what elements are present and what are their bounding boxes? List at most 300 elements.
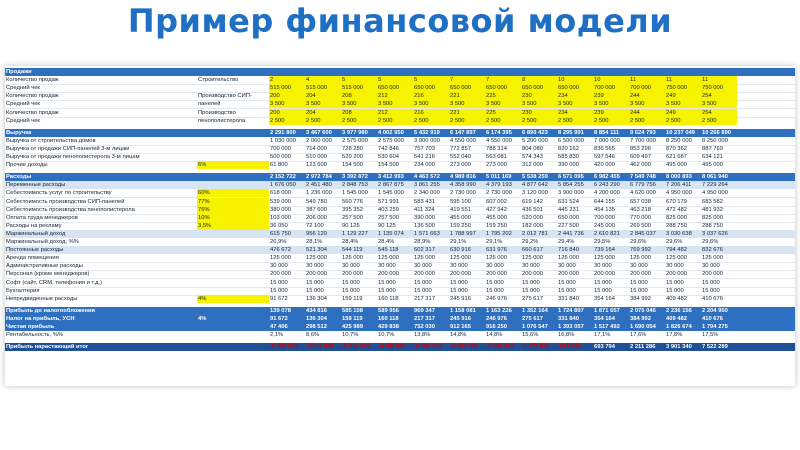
value-cell[interactable]: 30 000 [450, 263, 468, 270]
value-cell[interactable]: 3 392 872 [342, 174, 368, 181]
value-cell[interactable]: 1 788 997 [450, 230, 476, 237]
row-parameter[interactable] [197, 343, 269, 351]
value-cell[interactable]: 30 000 [270, 263, 288, 270]
value-cell[interactable]: 693 794 [594, 344, 615, 351]
value-cell[interactable]: 683 582 [702, 198, 723, 205]
row-label[interactable]: Количество продаж [6, 77, 59, 84]
value-cell[interactable]: 618 000 [270, 190, 291, 197]
value-cell[interactable]: 15 000 [666, 279, 684, 286]
row-label[interactable]: Переменные расходы [6, 182, 66, 189]
value-cell[interactable]: 1 794 275 [702, 324, 728, 330]
value-cell[interactable]: 136 304 [306, 315, 327, 322]
value-cell[interactable]: 836 565 [594, 145, 615, 152]
value-cell[interactable]: 390 000 [558, 162, 579, 169]
value-cell[interactable]: 916 250 [486, 324, 507, 330]
value-cell[interactable]: 47 406 [270, 324, 288, 330]
value-cell[interactable]: 6 779 756 [630, 182, 656, 189]
value-cell[interactable]: 125 000 [378, 255, 399, 262]
row-label[interactable]: Выручка от продажи пенополистерола 3-м лицам [6, 154, 140, 160]
value-cell[interactable]: 8 [521, 76, 557, 84]
value-cell[interactable]: 30 000 [666, 263, 684, 270]
value-cell[interactable]: 4 200 000 [594, 190, 620, 197]
value-cell[interactable]: 3 500 [593, 100, 629, 108]
value-cell[interactable]: 159 250 [486, 222, 507, 229]
value-cell[interactable]: 794 482 [666, 247, 687, 254]
value-cell[interactable]: 520 200 [342, 154, 363, 160]
value-cell[interactable] [557, 68, 593, 76]
value-cell[interactable]: 728 280 [342, 145, 363, 152]
value-cell[interactable]: 757 703 [414, 145, 435, 152]
value-cell[interactable]: 3 500 [413, 100, 449, 108]
value-cell[interactable]: 154 500 [342, 162, 363, 169]
value-cell[interactable]: 1 393 057 [558, 324, 584, 330]
value-cell[interactable]: 716 840 [558, 247, 579, 254]
row-label[interactable]: Постоянные расходы [6, 247, 64, 254]
row-parameter[interactable]: пенополистерола [198, 117, 246, 124]
value-cell[interactable]: 583 431 [414, 198, 435, 205]
value-cell[interactable]: 28,9% [414, 239, 431, 245]
value-cell[interactable]: 3 500 [269, 100, 305, 108]
value-cell[interactable]: 1 129 227 [342, 230, 368, 237]
value-cell[interactable]: 15 000 [450, 279, 468, 286]
row-label[interactable]: Прибыль до налогообложения [6, 307, 95, 314]
value-cell[interactable]: 15 000 [594, 287, 612, 294]
value-cell[interactable]: 544 119 [342, 247, 363, 254]
value-cell[interactable]: 15 000 [558, 279, 576, 286]
value-cell[interactable]: 380 000 [270, 206, 291, 213]
value-cell[interactable]: 125 000 [306, 255, 327, 262]
value-cell[interactable]: 956 120 [306, 230, 327, 237]
value-cell[interactable]: 125 000 [342, 255, 363, 262]
value-cell[interactable] [305, 68, 341, 76]
value-cell[interactable]: 631 524 [558, 198, 579, 205]
value-cell[interactable]: 7 522 289 [702, 344, 728, 351]
value-cell[interactable]: 72 100 [306, 222, 324, 229]
value-cell[interactable]: 29,5% [594, 239, 611, 245]
value-cell[interactable]: 4 877 642 [522, 182, 548, 189]
value-cell[interactable]: 619 142 [522, 198, 543, 205]
value-cell[interactable]: 788 314 [486, 145, 507, 152]
value-cell[interactable]: 14,8% [450, 332, 467, 339]
value-cell[interactable]: 221 [449, 109, 485, 117]
row-label[interactable]: Прочие доходы [6, 162, 48, 169]
value-cell[interactable]: 670 179 [666, 198, 687, 205]
value-cell[interactable]: 621 687 [666, 154, 687, 160]
value-cell[interactable]: 644 155 [594, 198, 615, 205]
value-cell[interactable]: 10,7% [378, 332, 395, 339]
value-cell[interactable]: 288 750 [702, 222, 723, 229]
value-cell[interactable]: 200 000 [450, 271, 471, 278]
row-parameter[interactable]: Производство СИП- [198, 93, 252, 100]
row-label[interactable]: Количество продаж [6, 93, 59, 100]
row-label[interactable]: Непредвиденные расходы [6, 295, 78, 302]
value-cell[interactable]: -3 604 225 [450, 344, 478, 351]
value-cell[interactable]: 6 982 455 [594, 174, 620, 181]
row-parameter[interactable]: панелей [198, 101, 221, 108]
value-cell[interactable]: -4 356 255 [414, 344, 442, 351]
value-cell[interactable]: 200 000 [630, 271, 651, 278]
value-cell[interactable]: 160 118 [378, 315, 399, 322]
value-cell[interactable] [485, 68, 521, 76]
value-cell[interactable]: 11 [665, 76, 701, 84]
value-cell[interactable]: 387 600 [306, 206, 327, 213]
value-cell[interactable]: 3 861 255 [414, 182, 440, 189]
value-cell[interactable]: 615 750 [270, 230, 291, 237]
value-cell[interactable]: 597 546 [594, 154, 615, 160]
value-cell[interactable]: 154 500 [378, 162, 399, 169]
value-cell[interactable]: 434 816 [306, 307, 327, 314]
value-cell[interactable]: 7 700 000 [630, 137, 656, 144]
row-label[interactable]: Маржинальный доход [6, 230, 66, 237]
value-cell[interactable]: 182 000 [522, 222, 543, 229]
value-cell[interactable]: 3 500 [521, 100, 557, 108]
value-cell[interactable]: 2 730 000 [486, 190, 512, 197]
value-cell[interactable]: 3 467 600 [306, 129, 332, 136]
value-cell[interactable]: 216 [413, 109, 449, 117]
value-cell[interactable]: 28,4% [342, 239, 359, 245]
value-cell[interactable]: 15 000 [702, 287, 720, 294]
row-parameter[interactable] [197, 153, 269, 161]
value-cell[interactable]: 244 [629, 92, 665, 100]
value-cell[interactable]: 245 000 [594, 222, 615, 229]
value-cell[interactable]: 30 000 [594, 263, 612, 270]
value-cell[interactable]: 384 992 [630, 315, 651, 322]
value-cell[interactable] [701, 68, 737, 76]
value-cell[interactable]: 11 [629, 76, 665, 84]
row-label[interactable]: Средний чек [6, 117, 40, 124]
value-cell[interactable]: 29,6% [666, 239, 683, 245]
value-cell[interactable]: 2 451 480 [306, 182, 332, 189]
value-cell[interactable]: 650 000 [521, 84, 557, 92]
value-cell[interactable]: 1 545 000 [342, 190, 368, 197]
value-cell[interactable]: 8 000 893 [666, 174, 692, 181]
row-parameter[interactable] [197, 84, 269, 92]
value-cell[interactable]: 650 000 [558, 214, 579, 221]
value-cell[interactable]: 552 040 [450, 154, 471, 160]
value-cell[interactable]: 7 [485, 76, 521, 84]
value-cell[interactable]: 28,1% [306, 239, 323, 245]
value-cell[interactable]: 30 000 [486, 263, 504, 270]
value-cell[interactable]: 2 211 286 [630, 344, 656, 351]
value-cell[interactable]: 15 000 [342, 287, 360, 294]
value-cell[interactable]: 3 500 [665, 100, 701, 108]
value-cell[interactable] [665, 68, 701, 76]
row-label[interactable]: Расходы [6, 174, 32, 181]
value-cell[interactable]: 2 500 [557, 117, 593, 125]
value-cell[interactable]: 2 500 [665, 117, 701, 125]
value-cell[interactable]: 472 482 [666, 206, 687, 213]
value-cell[interactable]: 234 [557, 92, 593, 100]
value-cell[interactable]: 3 500 [341, 100, 377, 108]
value-cell[interactable]: 206 000 [306, 214, 327, 221]
value-cell[interactable]: 3 500 [305, 100, 341, 108]
value-cell[interactable]: 650 000 [413, 84, 449, 92]
value-cell[interactable]: 969 347 [414, 307, 435, 314]
value-cell[interactable]: 103 000 [270, 214, 291, 221]
value-cell[interactable]: 125 000 [558, 255, 579, 262]
value-cell[interactable]: 200 000 [342, 271, 363, 278]
value-cell[interactable]: 395 352 [342, 206, 363, 213]
value-cell[interactable]: 159 250 [450, 222, 471, 229]
value-cell[interactable]: 1 795 202 [486, 230, 512, 237]
value-cell[interactable]: 29,6% [702, 239, 719, 245]
value-cell[interactable]: 560 776 [342, 198, 363, 205]
value-cell[interactable]: 495 000 [666, 162, 687, 169]
value-cell[interactable]: 221 [449, 92, 485, 100]
value-cell[interactable]: 742 846 [378, 145, 399, 152]
value-cell[interactable]: 254 [701, 92, 737, 100]
row-label[interactable]: Выручка [6, 129, 32, 136]
value-cell[interactable]: -2 692 060 [486, 344, 514, 351]
row-parameter[interactable]: Строительство [198, 77, 239, 84]
value-cell[interactable]: 4 950 000 [702, 190, 728, 197]
value-cell[interactable]: 288 750 [666, 222, 687, 229]
row-label[interactable]: Административные расходы [6, 263, 83, 270]
value-cell[interactable]: 15 000 [522, 287, 540, 294]
value-cell[interactable]: 2 500 [629, 117, 665, 125]
value-cell[interactable]: 419 551 [450, 206, 471, 213]
value-cell[interactable]: 521 304 [306, 247, 327, 254]
value-cell[interactable]: 234 [557, 109, 593, 117]
value-cell[interactable]: 200 [269, 92, 305, 100]
row-label[interactable]: Продажи [6, 69, 32, 75]
row-label[interactable]: Себестоимость производства пенополистерола [6, 206, 135, 213]
value-cell[interactable]: 26,9% [270, 239, 287, 245]
value-cell[interactable]: 5 [413, 76, 449, 84]
value-cell[interactable]: 700 000 [594, 214, 615, 221]
row-label[interactable]: Себестоимость производства СИП-панелей [6, 198, 125, 205]
row-label[interactable]: Прибыль нарастающий итог [6, 344, 89, 351]
value-cell[interactable]: 245 916 [450, 295, 471, 302]
value-cell[interactable]: 436 501 [522, 206, 543, 213]
value-cell[interactable]: 3 030 638 [666, 230, 692, 237]
value-cell[interactable]: 1 076 547 [522, 324, 548, 330]
value-cell[interactable]: 825 000 [702, 214, 723, 221]
value-cell[interactable]: 298 512 [306, 324, 327, 330]
value-cell[interactable]: -5 510 594 [306, 344, 334, 351]
value-cell[interactable]: 15 000 [270, 287, 288, 294]
value-cell[interactable]: 5 011 169 [486, 174, 512, 181]
value-cell[interactable]: 200 000 [522, 271, 543, 278]
value-cell[interactable]: 2 730 000 [450, 190, 476, 197]
row-label[interactable]: Количество продаж [6, 109, 59, 116]
value-cell[interactable]: 2 500 [413, 117, 449, 125]
value-cell[interactable]: 200 [269, 109, 305, 117]
value-cell[interactable]: 1 158 081 [450, 307, 476, 314]
value-cell[interactable] [629, 68, 665, 76]
value-cell[interactable]: 17,6% [630, 332, 647, 339]
value-cell[interactable]: 28,4% [378, 239, 395, 245]
value-cell[interactable]: 3 500 [629, 100, 665, 108]
value-cell[interactable]: 15 000 [306, 287, 324, 294]
value-cell[interactable]: 200 000 [486, 271, 507, 278]
value-cell[interactable]: 5 [341, 76, 377, 84]
value-cell[interactable]: 4 [305, 76, 341, 84]
value-cell[interactable]: 739 164 [594, 247, 615, 254]
value-cell[interactable]: -5 558 000 [270, 344, 298, 351]
value-cell[interactable]: 8 250 000 [666, 137, 692, 144]
row-parameter[interactable] [197, 279, 269, 287]
value-cell[interactable]: 832 676 [702, 247, 723, 254]
value-cell[interactable]: 887 769 [702, 145, 723, 152]
value-cell[interactable]: 2 500 [305, 117, 341, 125]
row-parameter[interactable]: 60% [197, 189, 269, 197]
value-cell[interactable]: 5 200 000 [522, 137, 548, 144]
value-cell[interactable]: 257 500 [378, 214, 399, 221]
value-cell[interactable]: 1 517 492 [594, 324, 620, 330]
value-cell[interactable]: 125 000 [486, 255, 507, 262]
value-cell[interactable]: 225 [485, 92, 521, 100]
value-cell[interactable]: 3 412 993 [378, 174, 404, 181]
value-cell[interactable]: 5 [377, 76, 413, 84]
value-cell[interactable]: 125 000 [414, 255, 435, 262]
value-cell[interactable]: 139 078 [270, 307, 291, 314]
value-cell[interactable]: 15 000 [450, 287, 468, 294]
value-cell[interactable]: 29,4% [558, 239, 575, 245]
value-cell[interactable]: 2 867 875 [378, 182, 404, 189]
value-cell[interactable]: 7 229 264 [702, 182, 728, 189]
value-cell[interactable]: 254 [701, 109, 737, 117]
value-cell[interactable]: 545 118 [378, 247, 399, 254]
value-cell[interactable]: 500 000 [270, 154, 291, 160]
value-cell[interactable]: 2 060 000 [306, 137, 332, 144]
value-cell[interactable]: 4 989 816 [450, 174, 476, 181]
value-cell[interactable]: 5 538 259 [522, 174, 548, 181]
value-cell[interactable]: 331 840 [558, 295, 579, 302]
value-cell[interactable]: 2 500 [269, 117, 305, 125]
value-cell[interactable]: 15 000 [486, 287, 504, 294]
value-cell[interactable]: 750 000 [701, 84, 737, 92]
value-cell[interactable]: 390 000 [414, 214, 435, 221]
value-cell[interactable]: 3 500 [377, 100, 413, 108]
value-cell[interactable]: 273 000 [486, 162, 507, 169]
value-cell[interactable]: 1 236 000 [306, 190, 332, 197]
value-cell[interactable]: 4 358 990 [450, 182, 476, 189]
value-cell[interactable]: 4 550 000 [486, 137, 512, 144]
row-label[interactable]: Средний чек [6, 85, 40, 92]
value-cell[interactable]: 17,1% [594, 332, 611, 339]
value-cell[interactable]: 455 000 [450, 214, 471, 221]
value-cell[interactable]: 634 121 [702, 154, 723, 160]
value-cell[interactable]: 650 000 [377, 84, 413, 92]
value-cell[interactable]: 585 830 [558, 154, 579, 160]
value-cell[interactable]: 1 352 164 [522, 307, 548, 314]
value-cell[interactable]: 7 549 748 [630, 174, 656, 181]
row-parameter[interactable]: 10% [197, 214, 269, 222]
value-cell[interactable]: 445 231 [558, 206, 579, 213]
value-cell[interactable]: 9 624 793 [630, 129, 656, 136]
row-parameter[interactable] [197, 129, 269, 137]
value-cell[interactable]: 2 500 [593, 117, 629, 125]
value-cell[interactable]: 595 100 [450, 198, 471, 205]
value-cell[interactable]: 8 854 111 [594, 129, 620, 136]
value-cell[interactable]: 5 432 919 [414, 129, 440, 136]
value-cell[interactable]: 700 000 [593, 84, 629, 92]
value-cell[interactable]: 125 000 [522, 255, 543, 262]
value-cell[interactable]: 246 976 [486, 295, 507, 302]
value-cell[interactable]: 1 826 674 [666, 324, 692, 330]
value-cell[interactable]: 17,8% [666, 332, 683, 339]
value-cell[interactable]: 15 000 [342, 279, 360, 286]
value-cell[interactable]: 2 500 [485, 117, 521, 125]
row-parameter[interactable] [197, 246, 269, 254]
value-cell[interactable]: 5 854 255 [558, 182, 584, 189]
row-parameter[interactable] [197, 331, 269, 339]
value-cell[interactable]: 515 000 [269, 84, 305, 92]
row-label[interactable]: Бухгалтерия [6, 287, 40, 294]
value-cell[interactable]: 1 871 657 [594, 307, 620, 314]
value-cell[interactable]: 125 000 [270, 255, 291, 262]
value-cell[interactable]: 136 304 [306, 295, 327, 302]
value-cell[interactable]: 6 500 000 [558, 137, 584, 144]
value-cell[interactable]: 204 [305, 92, 341, 100]
value-cell[interactable]: 234 000 [414, 162, 435, 169]
row-parameter[interactable] [197, 323, 269, 331]
row-label[interactable]: Персонал (кроме менеджеров) [6, 271, 90, 278]
value-cell[interactable]: 4 002 950 [378, 129, 404, 136]
value-cell[interactable]: 275 617 [522, 295, 543, 302]
value-cell[interactable]: 249 [665, 109, 701, 117]
value-cell[interactable]: 10 237 049 [666, 129, 696, 136]
value-cell[interactable]: 212 [377, 109, 413, 117]
value-cell[interactable]: 2 500 [341, 117, 377, 125]
value-cell[interactable]: 410 676 [702, 315, 723, 322]
value-cell[interactable]: 29,6% [630, 239, 647, 245]
row-label[interactable]: Выручка от продажи СИП-панелей 3-м лицам [6, 145, 130, 152]
value-cell[interactable]: 607 002 [486, 198, 507, 205]
value-cell[interactable]: 476 672 [270, 247, 291, 254]
value-cell[interactable]: 481 932 [702, 206, 723, 213]
value-cell[interactable]: 125 000 [666, 255, 687, 262]
value-cell[interactable]: 820 162 [558, 145, 579, 152]
value-cell[interactable]: 660 617 [522, 247, 543, 254]
value-cell[interactable]: 630 916 [450, 247, 471, 254]
value-cell[interactable]: 409 482 [666, 295, 687, 302]
value-cell[interactable]: 410 676 [702, 295, 723, 302]
value-cell[interactable] [593, 68, 629, 76]
value-cell[interactable]: 530 604 [378, 154, 399, 160]
row-parameter[interactable]: 3,5% [197, 222, 269, 230]
row-label[interactable]: Аренда помещения [6, 255, 59, 262]
value-cell[interactable]: 7 [449, 76, 485, 84]
value-cell[interactable]: 29,1% [486, 239, 503, 245]
value-cell[interactable]: 853 296 [630, 145, 651, 152]
value-cell[interactable]: 30 000 [378, 263, 396, 270]
value-cell[interactable]: 225 [485, 109, 521, 117]
value-cell[interactable]: 15 000 [666, 287, 684, 294]
value-cell[interactable]: 657 038 [630, 198, 651, 205]
value-cell[interactable]: 650 000 [485, 84, 521, 92]
value-cell[interactable]: 208 [341, 92, 377, 100]
value-cell[interactable]: 3 900 000 [558, 190, 584, 197]
value-cell[interactable]: 1 030 000 [270, 137, 296, 144]
value-cell[interactable]: 4 950 000 [666, 190, 692, 197]
value-cell[interactable]: 15 000 [558, 287, 576, 294]
value-cell[interactable]: 354 164 [594, 315, 615, 322]
value-cell[interactable]: 912 165 [450, 324, 471, 330]
value-cell[interactable]: 91 672 [270, 295, 288, 302]
value-cell[interactable]: 14,8% [486, 332, 503, 339]
value-cell[interactable]: 244 [629, 109, 665, 117]
row-parameter[interactable] [197, 230, 269, 238]
value-cell[interactable]: 123 600 [306, 162, 327, 169]
value-cell[interactable]: 15 000 [486, 279, 504, 286]
value-cell[interactable]: 30 000 [414, 263, 432, 270]
value-cell[interactable]: 15 000 [378, 279, 396, 286]
value-cell[interactable]: 7 206 411 [666, 182, 692, 189]
row-label[interactable]: Себестоимость услуг по строительству [6, 190, 112, 197]
value-cell[interactable]: 230 [521, 109, 557, 117]
